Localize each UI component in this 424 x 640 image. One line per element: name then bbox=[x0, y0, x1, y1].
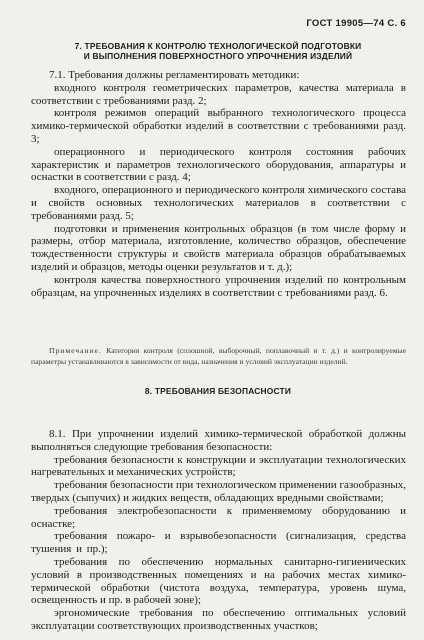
page-header: ГОСТ 19905—74 С. 6 bbox=[306, 18, 406, 29]
list-item: контроля режимов операций выбранного технологического процесса химико-термической обработки изделий в соответствии с требованиями разд. 3; bbox=[31, 107, 406, 145]
section-7-title bbox=[30, 41, 406, 61]
list-item: контроля качества поверхностного упрочнения изделий по контрольным образцам, на упрочненных изделиях в соответствии с требованиями разд. 6. bbox=[31, 273, 406, 299]
list-item: подготовки и применения контрольных образцов (в том числе форму и размеры, отбор материала, изготовление, количество образцов, обеспечение тождественности структуры и свойств материала образцов обрабатываемых изделий и образцов, методы оценки результатов и т. д.); bbox=[31, 222, 406, 273]
note-text: Категория контроля (сплошной, выборочный, поплавочный и т. д.) и контролируемые параметры устанавливаются в зависимости от вида, назначения и условий эксплуатации изделий. bbox=[31, 346, 406, 366]
list-item: входного контроля геометрических параметров, качества материала в соответствии с требованиями разд. 2; bbox=[31, 81, 406, 107]
section-7-title-line-1: 7. ТРЕБОВАНИЯ К КОНТРОЛЮ ТЕХНОЛОГИЧЕСКОЙ ПОДГОТОВКИ bbox=[74, 41, 362, 51]
list-item: эргономические требования по обеспечению оптимальных условий эксплуатации соответствующих производственных участков; bbox=[31, 607, 406, 632]
section-7-body bbox=[31, 69, 406, 299]
clause-7-1: 7.1. Требования должны регламентировать методики: bbox=[49, 69, 300, 81]
note-block bbox=[31, 346, 406, 367]
list-item: требования электробезопасности к применяемому оборудованию и оснастке; bbox=[31, 504, 406, 530]
section-8-title: 8. ТРЕБОВАНИЯ БЕЗОПАСНОСТИ bbox=[144, 386, 292, 396]
list-item: требования безопасности к конструкции и эксплуатации технологических нагревательных и механических устройств; bbox=[31, 453, 406, 479]
list-item: входного, операционного и периодического контроля химического состава и свойств основных технологических материалов в соответствии с требованиями разд. 5; bbox=[31, 184, 406, 222]
clause-8-1: 8.1. При упрочнении изделий химико-термической обработкой должны выполняться следующие требования безопасности: bbox=[31, 428, 406, 453]
list-item: требования пожаро- и взрывобезопасности (сигнализация, средства тушения и пр.); bbox=[31, 530, 406, 556]
list-item: операционного и периодического контроля состояния рабочих характеристик и параметров технологического оборудования, аппаратуры и оснастки в соответствии с разд. 4; bbox=[31, 145, 406, 184]
list-item: требования безопасности при технологическом применении газообразных, твердых (сыпучих) и жидких веществ, обладающих вредными свойствами; bbox=[31, 479, 406, 504]
section-7-title-line-2: И ВЫПОЛНЕНИЯ ПОВЕРХНОСТНОГО УПРОЧНЕНИЯ ИЗДЕЛИЙ bbox=[83, 51, 353, 61]
section-8-body bbox=[31, 428, 406, 633]
list-item: требования по обеспечению нормальных санитарно-гигиенических условий в производственных помещениях и на рабочих местах химико-термической обработки (чистота воздуха, температура, уровень шума, освещенность и пр. в рабочей зоне); bbox=[31, 555, 406, 607]
note-label: Примечание. bbox=[49, 346, 102, 355]
